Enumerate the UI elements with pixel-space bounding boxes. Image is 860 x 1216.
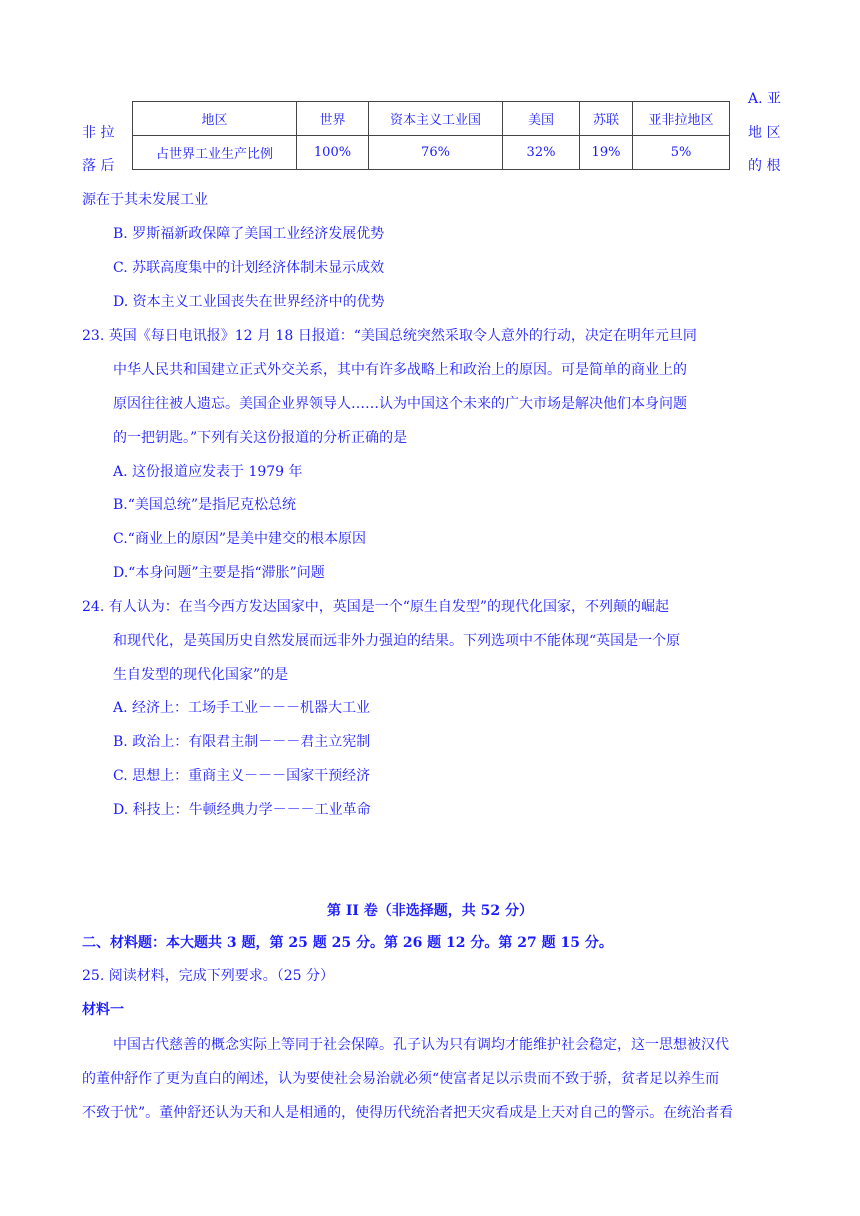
- q24-option-a: A. 经济上：工场手工业－－－机器大工业: [113, 700, 371, 716]
- material-line-2: 的董仲舒作了更为直白的阐述，认为要使社会易治就必须“使富者足以示贵而不致于骄，贫者足以养生而: [82, 1071, 720, 1087]
- q23-option-a: A. 这份报道应发表于 1979 年: [113, 464, 303, 480]
- material-label: 材料一: [82, 1002, 124, 1018]
- q22-option-c: C. 苏联高度集中的计划经济体制未显示成效: [113, 260, 385, 276]
- table-header-cell: 资本主义工业国: [369, 102, 503, 136]
- q23-stem-line-3: 原因往往被人遗忘。美国企业界领导人……认为中国这个未来的广大市场是解决他们本身问题: [113, 396, 687, 412]
- q24-option-d: D. 科技上：牛顿经典力学－－－工业革命: [113, 802, 371, 818]
- q25-stem: 25. 阅读材料，完成下列要求。（25 分）: [82, 968, 334, 984]
- q22-right-text-2: 地 区: [748, 125, 781, 141]
- q23-option-b: B.“美国总统”是指尼克松总统: [113, 497, 297, 513]
- q23-stem-line-1: 23. 英国《每日电讯报》12 月 18 日报道：“美国总统突然采取令人意外的行动，决定在明年元旦同: [82, 328, 697, 344]
- part2-title: 第 II 卷（非选择题，共 52 分）: [326, 903, 534, 919]
- table-header-cell: 美国: [503, 102, 580, 136]
- table-cell: 32%: [503, 136, 580, 170]
- table-cell: 5%: [633, 136, 730, 170]
- table-cell: 76%: [369, 136, 503, 170]
- q22-option-d: D. 资本主义工业国丧失在世界经济中的优势: [113, 294, 385, 310]
- table-cell: 19%: [580, 136, 633, 170]
- q24-stem-line-1: 24. 有人认为：在当今西方发达国家中，英国是一个“原生自发型”的现代化国家，不列颠的崛起: [82, 599, 670, 615]
- q24-option-c: C. 思想上：重商主义－－－国家干预经济: [113, 768, 371, 784]
- table-header-cell: 世界: [297, 102, 369, 136]
- q22-option-a-start: A. 亚: [748, 91, 782, 107]
- q23-option-d: D.“本身问题”主要是指“滞胀”问题: [113, 565, 325, 581]
- table-header-row: [133, 102, 730, 136]
- industrial-share-table: [132, 101, 730, 170]
- q23-stem-line-2: 中华人民共和国建立正式外交关系，其中有许多战略上和政治上的原因。可是简单的商业上的: [113, 362, 687, 378]
- table-header-cell: 苏联: [580, 102, 633, 136]
- q22-right-text-3: 的 根: [748, 158, 781, 174]
- table-cell: 100%: [297, 136, 369, 170]
- q24-stem-line-2: 和现代化，是英国历史自然发展而远非外力强迫的结果。下列选项中不能体现“英国是一个原: [113, 633, 681, 649]
- material-line-3: 不致于忧”。董仲舒还认为天和人是相通的，使得历代统治者把天灾看成是上天对自己的警示。在统治者看: [82, 1105, 734, 1121]
- q22-left-text-2: 落 后: [82, 158, 115, 174]
- q23-stem-line-4: 的一把钥匙。”下列有关这份报道的分析正确的是: [113, 430, 408, 446]
- q24-option-b: B. 政治上：有限君主制－－－君主立宪制: [113, 734, 371, 750]
- table-row: [133, 136, 730, 170]
- table-cell: 占世界工业生产比例: [133, 136, 297, 170]
- table-header-cell: 亚非拉地区: [633, 102, 730, 136]
- table-header-cell: 地区: [133, 102, 297, 136]
- q22-left-text-1: 非 拉: [82, 125, 115, 141]
- q23-option-c: C.“商业上的原因”是美中建交的根本原因: [113, 531, 366, 547]
- q22-continuation: 源在于其未发展工业: [82, 192, 208, 208]
- section-heading: 二、材料题：本大题共 3 题，第 25 题 25 分。第 26 题 12 分。第 27 题 15 分。: [82, 935, 613, 951]
- q24-stem-line-3: 生自发型的现代化国家”的是: [113, 667, 289, 683]
- q22-option-b: B. 罗斯福新政保障了美国工业经济发展优势: [113, 226, 385, 242]
- material-line-1: 中国古代慈善的概念实际上等同于社会保障。孔子认为只有调均才能维护社会稳定，这一思想被汉代: [113, 1037, 729, 1053]
